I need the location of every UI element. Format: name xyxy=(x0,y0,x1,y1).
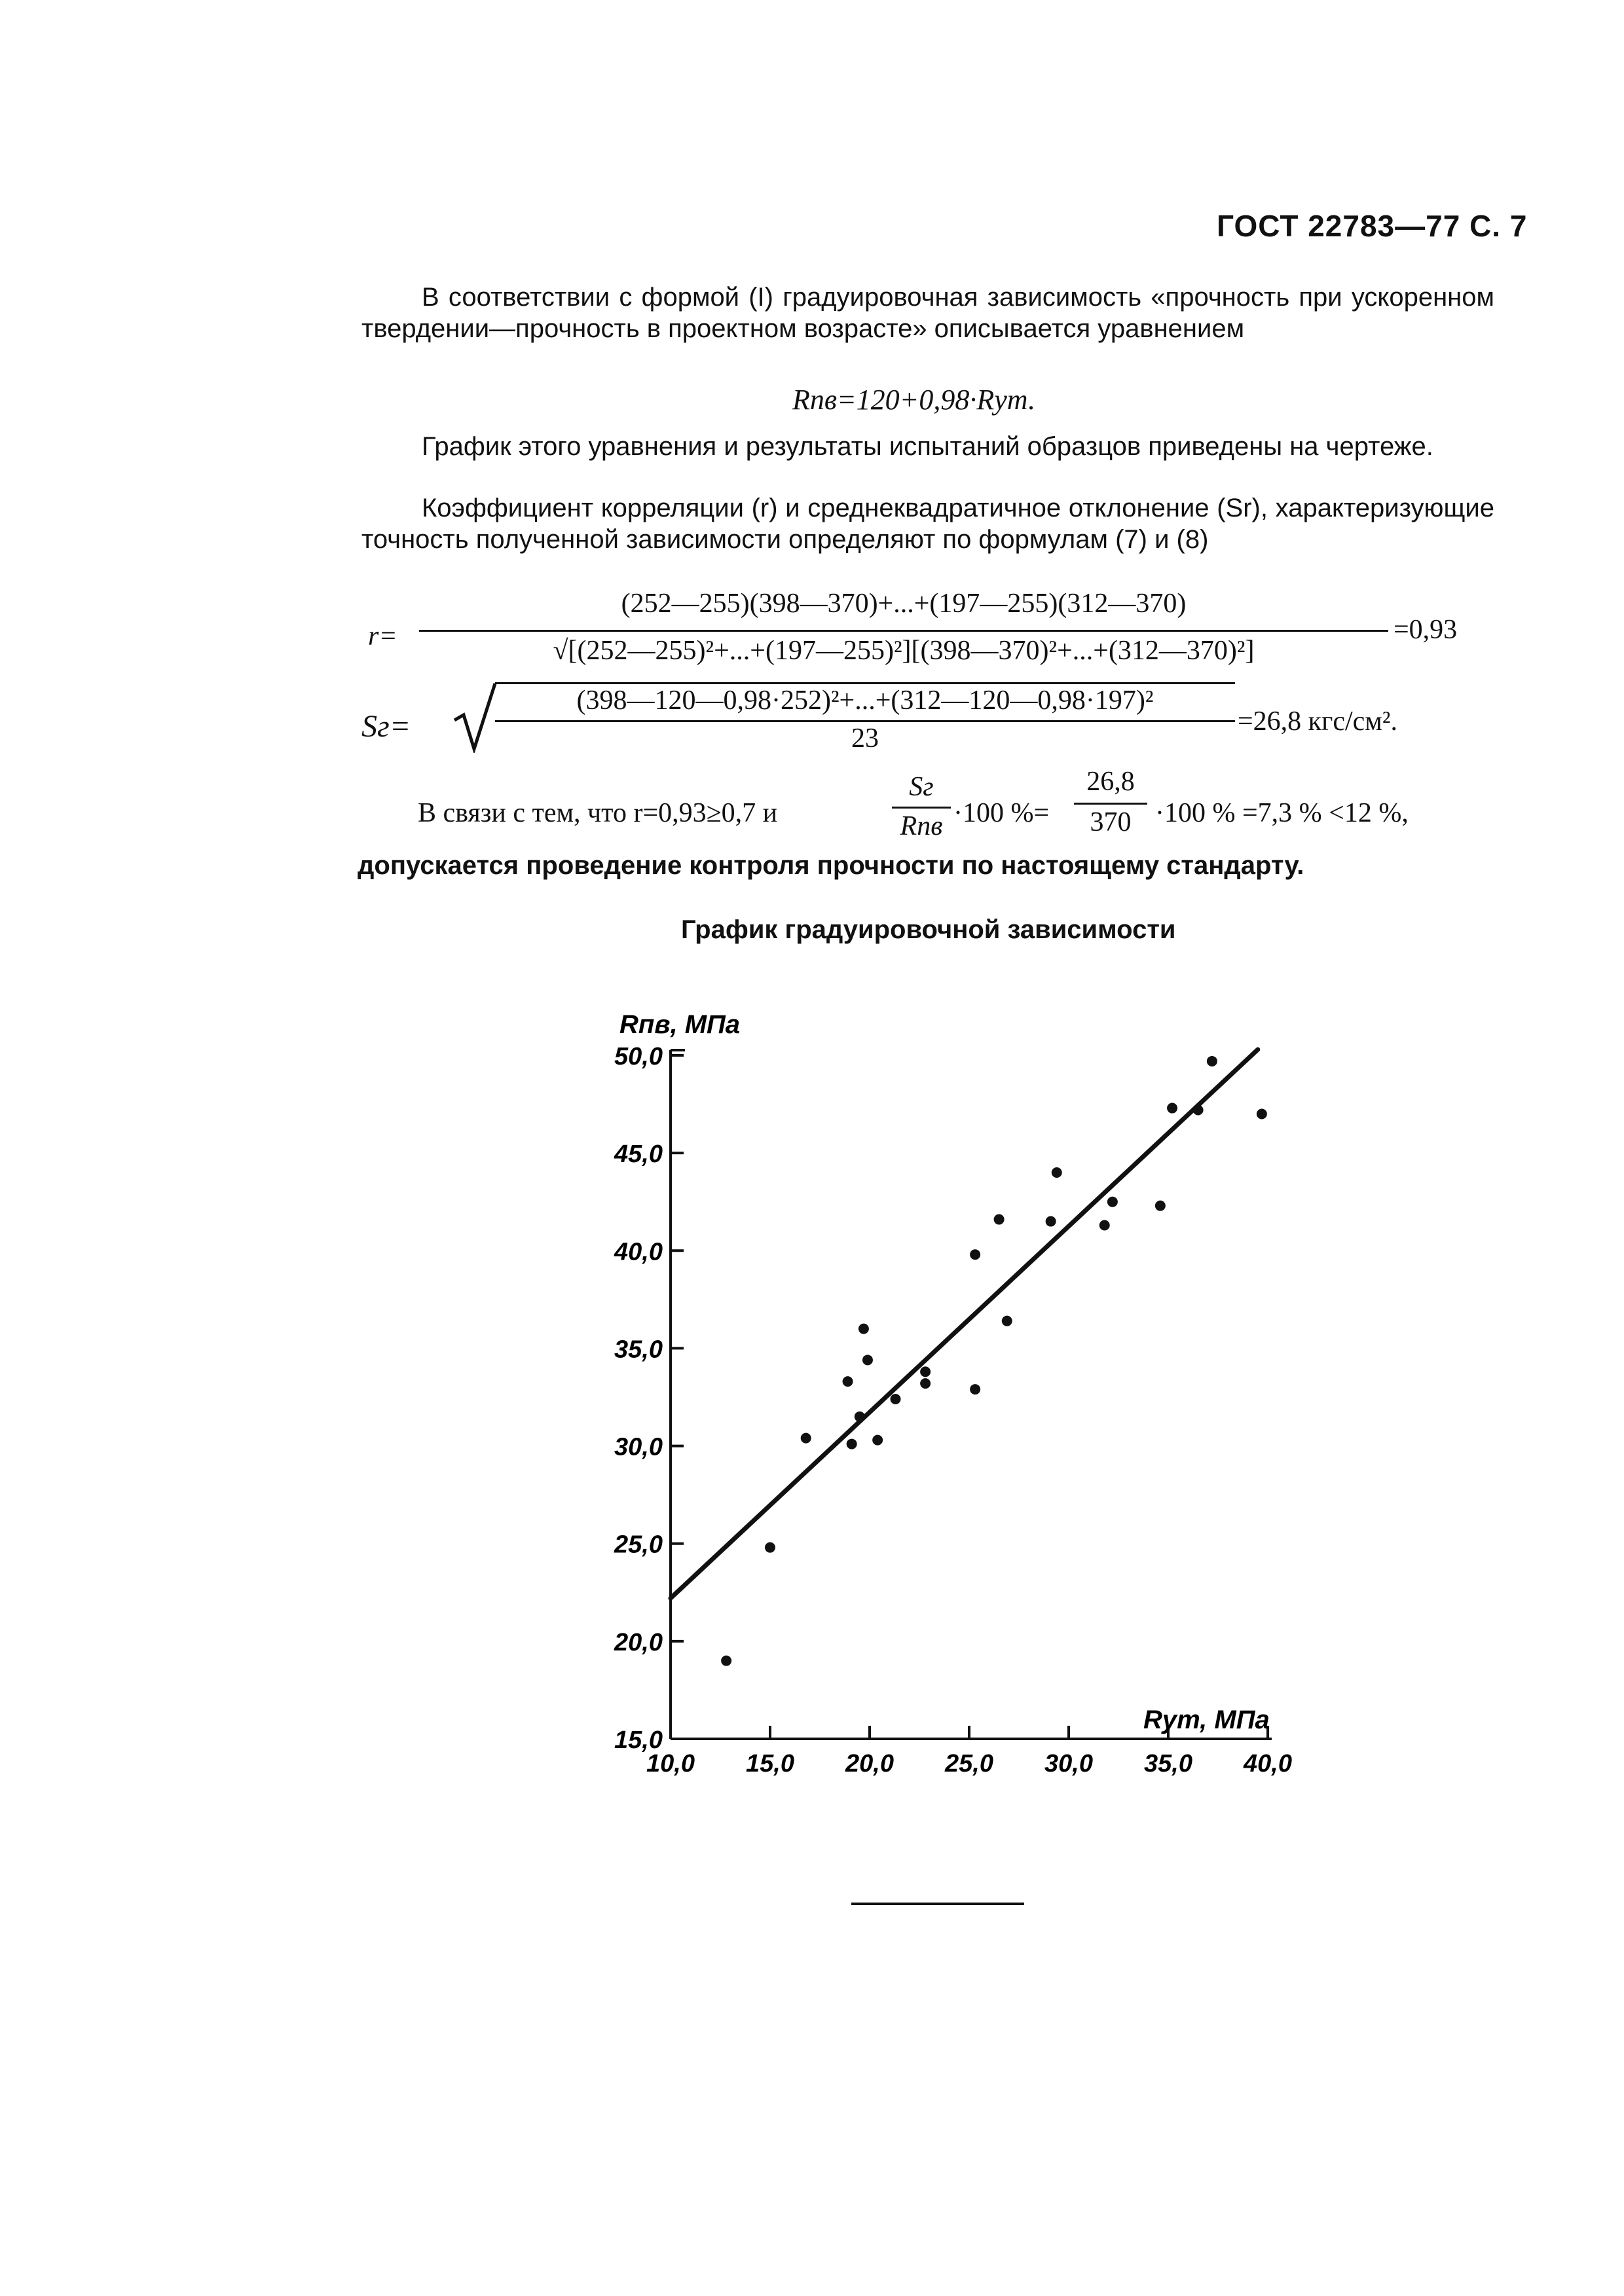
formula-r-result: =0,93 xyxy=(1393,615,1458,645)
chart-x-axis-label: Rут, МПа xyxy=(1143,1705,1270,1734)
sqrt-icon xyxy=(452,681,498,753)
condition-mid: ·100 %= xyxy=(953,798,1050,828)
y-tick-label: 45,0 xyxy=(614,1140,663,1169)
data-point xyxy=(1099,1220,1110,1231)
data-point xyxy=(1046,1216,1056,1227)
page-header: ГОСТ 22783—77 С. 7 xyxy=(1217,209,1528,243)
data-point xyxy=(1167,1103,1177,1114)
x-tick-label: 25,0 xyxy=(945,1750,993,1777)
y-tick-label: 20,0 xyxy=(614,1628,663,1656)
condition-frac2-den: 370 xyxy=(1090,807,1132,837)
formula-s-lhs: Sг= xyxy=(361,709,411,744)
regression-line xyxy=(671,1049,1258,1598)
data-point xyxy=(1207,1056,1217,1066)
condition-frac2-line xyxy=(1074,803,1147,805)
condition-frac1-den: Rпв xyxy=(900,811,943,841)
calibration-chart xyxy=(576,982,1310,1807)
condition-suffix: ·100 % =7,3 % <12 %, xyxy=(1155,798,1409,828)
separator-line xyxy=(851,1903,1024,1905)
chart-y-axis-label: Rпв, МПа xyxy=(619,1010,741,1039)
x-tick-label: 40,0 xyxy=(1244,1750,1292,1777)
formula-r-fraction-line xyxy=(419,630,1388,632)
condition-frac1-line xyxy=(892,807,951,809)
y-tick-label: 25,0 xyxy=(614,1531,663,1559)
paragraph-intro: В соответствии с формой (I) градуировочная зависимость «прочность при ускоренном твердении—прочность в проектном возрасте» описывается уравнением xyxy=(361,283,1494,343)
equation-regression xyxy=(792,383,1035,416)
data-point xyxy=(970,1249,980,1260)
formula-s-result: =26,8 кгс/см². xyxy=(1238,706,1397,737)
data-point xyxy=(843,1376,853,1387)
formula-s-fraction-line xyxy=(495,720,1235,722)
y-tick-label: 40,0 xyxy=(614,1238,663,1266)
data-point xyxy=(765,1542,775,1553)
chart-axes xyxy=(671,1050,1272,1739)
paragraph-coefficients: Коэффициент корреляции (r) и среднеквадратичное отклонение (Sr), характеризующие точность полученной зависимости определяют по формулам (7) и (8) xyxy=(361,494,1494,554)
data-point xyxy=(847,1439,857,1449)
equation-text: Rпв=120+0,98·Rут. xyxy=(792,384,1036,416)
data-point xyxy=(1155,1201,1166,1211)
condition-frac1-num: Sг xyxy=(909,772,934,802)
chart-points xyxy=(721,1056,1267,1666)
x-tick-label: 10,0 xyxy=(646,1750,695,1777)
formula-s-sqrt-bar xyxy=(495,682,1235,684)
chart-ticks xyxy=(614,1043,1292,1777)
data-point xyxy=(970,1384,980,1394)
chart-regression-line xyxy=(671,1049,1258,1598)
data-point xyxy=(891,1394,901,1404)
y-tick-label: 50,0 xyxy=(614,1043,663,1070)
formula-r-numerator: (252—255)(398—370)+...+(197—255)(312—370) xyxy=(621,589,1187,619)
data-point xyxy=(721,1656,731,1666)
data-point xyxy=(855,1412,865,1422)
paragraph-graph: График этого уравнения и результаты испытаний образцов приведены на чертеже. xyxy=(422,432,1433,461)
data-point xyxy=(862,1355,873,1365)
x-tick-label: 20,0 xyxy=(845,1750,894,1777)
conclusion-text: допускается проведение контроля прочности по настоящему стандарту. xyxy=(358,851,1304,880)
chart-title: График градуировочной зависимости xyxy=(681,915,1176,944)
y-tick-label: 15,0 xyxy=(614,1726,663,1754)
data-point xyxy=(1002,1316,1012,1326)
data-point xyxy=(920,1366,931,1377)
data-point xyxy=(801,1433,811,1444)
x-tick-label: 35,0 xyxy=(1144,1750,1192,1777)
formula-r-denominator: √[(252—255)²+...+(197—255)²][(398—370)²+...+(312—370)²] xyxy=(553,636,1255,666)
data-point xyxy=(858,1324,869,1334)
x-tick-label: 30,0 xyxy=(1044,1750,1093,1777)
y-tick-label: 35,0 xyxy=(614,1336,663,1364)
x-tick-label: 15,0 xyxy=(746,1750,794,1777)
formula-s-denominator: 23 xyxy=(851,723,879,754)
condition-frac2-num: 26,8 xyxy=(1086,767,1135,797)
data-point xyxy=(1257,1108,1267,1119)
formula-r-lhs: r= xyxy=(368,621,397,651)
data-point xyxy=(1052,1167,1062,1178)
data-point xyxy=(1193,1105,1204,1116)
data-point xyxy=(994,1214,1005,1225)
condition-prefix: В связи с тем, что r=0,93≥0,7 и xyxy=(418,798,778,828)
data-point xyxy=(920,1378,931,1389)
data-point xyxy=(872,1435,883,1446)
formula-s-numerator: (398—120—0,98·252)²+...+(312—120—0,98·197)² xyxy=(576,685,1154,716)
data-point xyxy=(1107,1197,1118,1207)
y-tick-label: 30,0 xyxy=(614,1433,663,1461)
